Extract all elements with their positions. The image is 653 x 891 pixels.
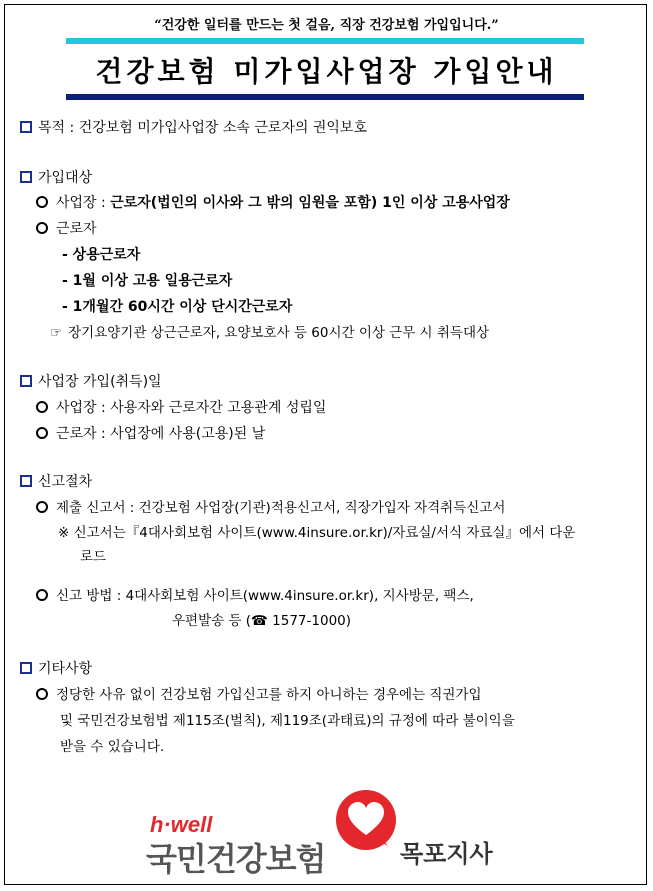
slogan: “건강한 일터를 만드는 첫 걸음, 직장 건강보험 가입입니다.”: [154, 18, 499, 33]
circle-outline-icon: [36, 427, 48, 439]
nhis-logo-text: 국민건강보험: [146, 840, 326, 878]
eligibility-workplace: [36, 193, 510, 213]
eligibility-heading: [20, 168, 92, 188]
page-title: 건강보험 미가입사업장 가입안내: [95, 55, 558, 88]
worker-item: - 상용근로자: [62, 247, 141, 263]
square-outline-icon: [20, 121, 32, 133]
worker-item: - 1월 이상 고용 일용근로자: [62, 273, 233, 289]
pointing-hand-icon: ☞: [50, 325, 63, 341]
square-outline-icon: [20, 171, 32, 183]
acquisition-worker: [36, 424, 265, 444]
report-heading-text: 신고절차: [38, 474, 93, 490]
square-outline-icon: [20, 375, 32, 387]
hwell-logo-text: h·well: [150, 812, 213, 837]
other-heading-text: 기타사항: [38, 661, 93, 677]
circle-outline-icon: [36, 688, 48, 700]
circle-outline-icon: [36, 589, 48, 601]
acquisition-worker-text: 근로자 : 사업장에 사용(고용)된 날: [56, 426, 266, 442]
report-docs: [36, 498, 505, 518]
other-line-2: 및 국민건강보험법 제115조(벌칙), 제119조(과태료)의 규정에 따라 불이익을: [60, 713, 515, 729]
report-method: [36, 586, 474, 606]
other-line-1-text: 정당한 사유 없이 건강보험 가입신고를 하지 아니하는 경우에는 직권가입: [56, 687, 482, 703]
other-line-3: 받을 수 있습니다.: [60, 739, 165, 755]
acquisition-workplace-text: 사업장 : 사용자와 근로자간 고용관계 성립일: [56, 400, 327, 416]
report-heading: [20, 472, 92, 492]
branch-name: 목포지사: [400, 840, 493, 868]
purpose-text: 건강보험 미가입사업장 소속 근로자의 권익보호: [78, 120, 367, 136]
eligibility-note-text: 장기요양기관 상근근로자, 요양보호사 등 60시간 이상 근무 시 취득대상: [68, 325, 490, 341]
eligibility-worker: [36, 219, 97, 239]
acquisition-heading-text: 사업장 가입(취득)일: [38, 374, 162, 390]
eligibility-note: [50, 323, 489, 343]
circle-outline-icon: [36, 222, 48, 234]
heart-logo-icon: [334, 788, 398, 852]
acquisition-heading: [20, 372, 162, 392]
worker-item: - 1개월간 60시간 이상 단시간근로자: [62, 299, 293, 315]
purpose-sep: :: [65, 120, 79, 136]
eligibility-worker-label: 근로자: [56, 221, 97, 237]
purpose-label: 목적: [38, 120, 66, 136]
report-docs-note: ※ 신고서는『4대사회보험 사이트(www.4insure.or.kr)/자료실/서식 자료실』에서 다운: [58, 525, 576, 541]
circle-outline-icon: [36, 501, 48, 513]
other-line-1: [36, 685, 482, 705]
eligibility-workplace-label: 사업장 :: [56, 195, 111, 211]
acquisition-workplace: [36, 398, 326, 418]
report-docs-text: 제출 신고서 : 건강보험 사업장(기관)적용신고서, 직장가입자 자격취득신고서: [56, 500, 506, 516]
report-method-text: 신고 방법 : 4대사회보험 사이트(www.4insure.or.kr), 지사방문, 팩스,: [56, 588, 474, 604]
title-top-bar: [66, 38, 584, 44]
title-bottom-bar: [66, 94, 584, 100]
circle-outline-icon: [36, 196, 48, 208]
eligibility-workplace-text: 근로자(법인의 이사와 그 밖의 임원을 포함) 1인 이상 고용사업장: [110, 195, 510, 211]
purpose-line: [20, 118, 367, 138]
other-heading: [20, 659, 92, 679]
square-outline-icon: [20, 475, 32, 487]
circle-outline-icon: [36, 401, 48, 413]
eligibility-heading-text: 가입대상: [38, 170, 93, 186]
square-outline-icon: [20, 662, 32, 674]
report-docs-note-cont: 로드: [80, 549, 107, 565]
report-method-cont: 우편발송 등 (☎ 1577-1000): [172, 613, 352, 629]
